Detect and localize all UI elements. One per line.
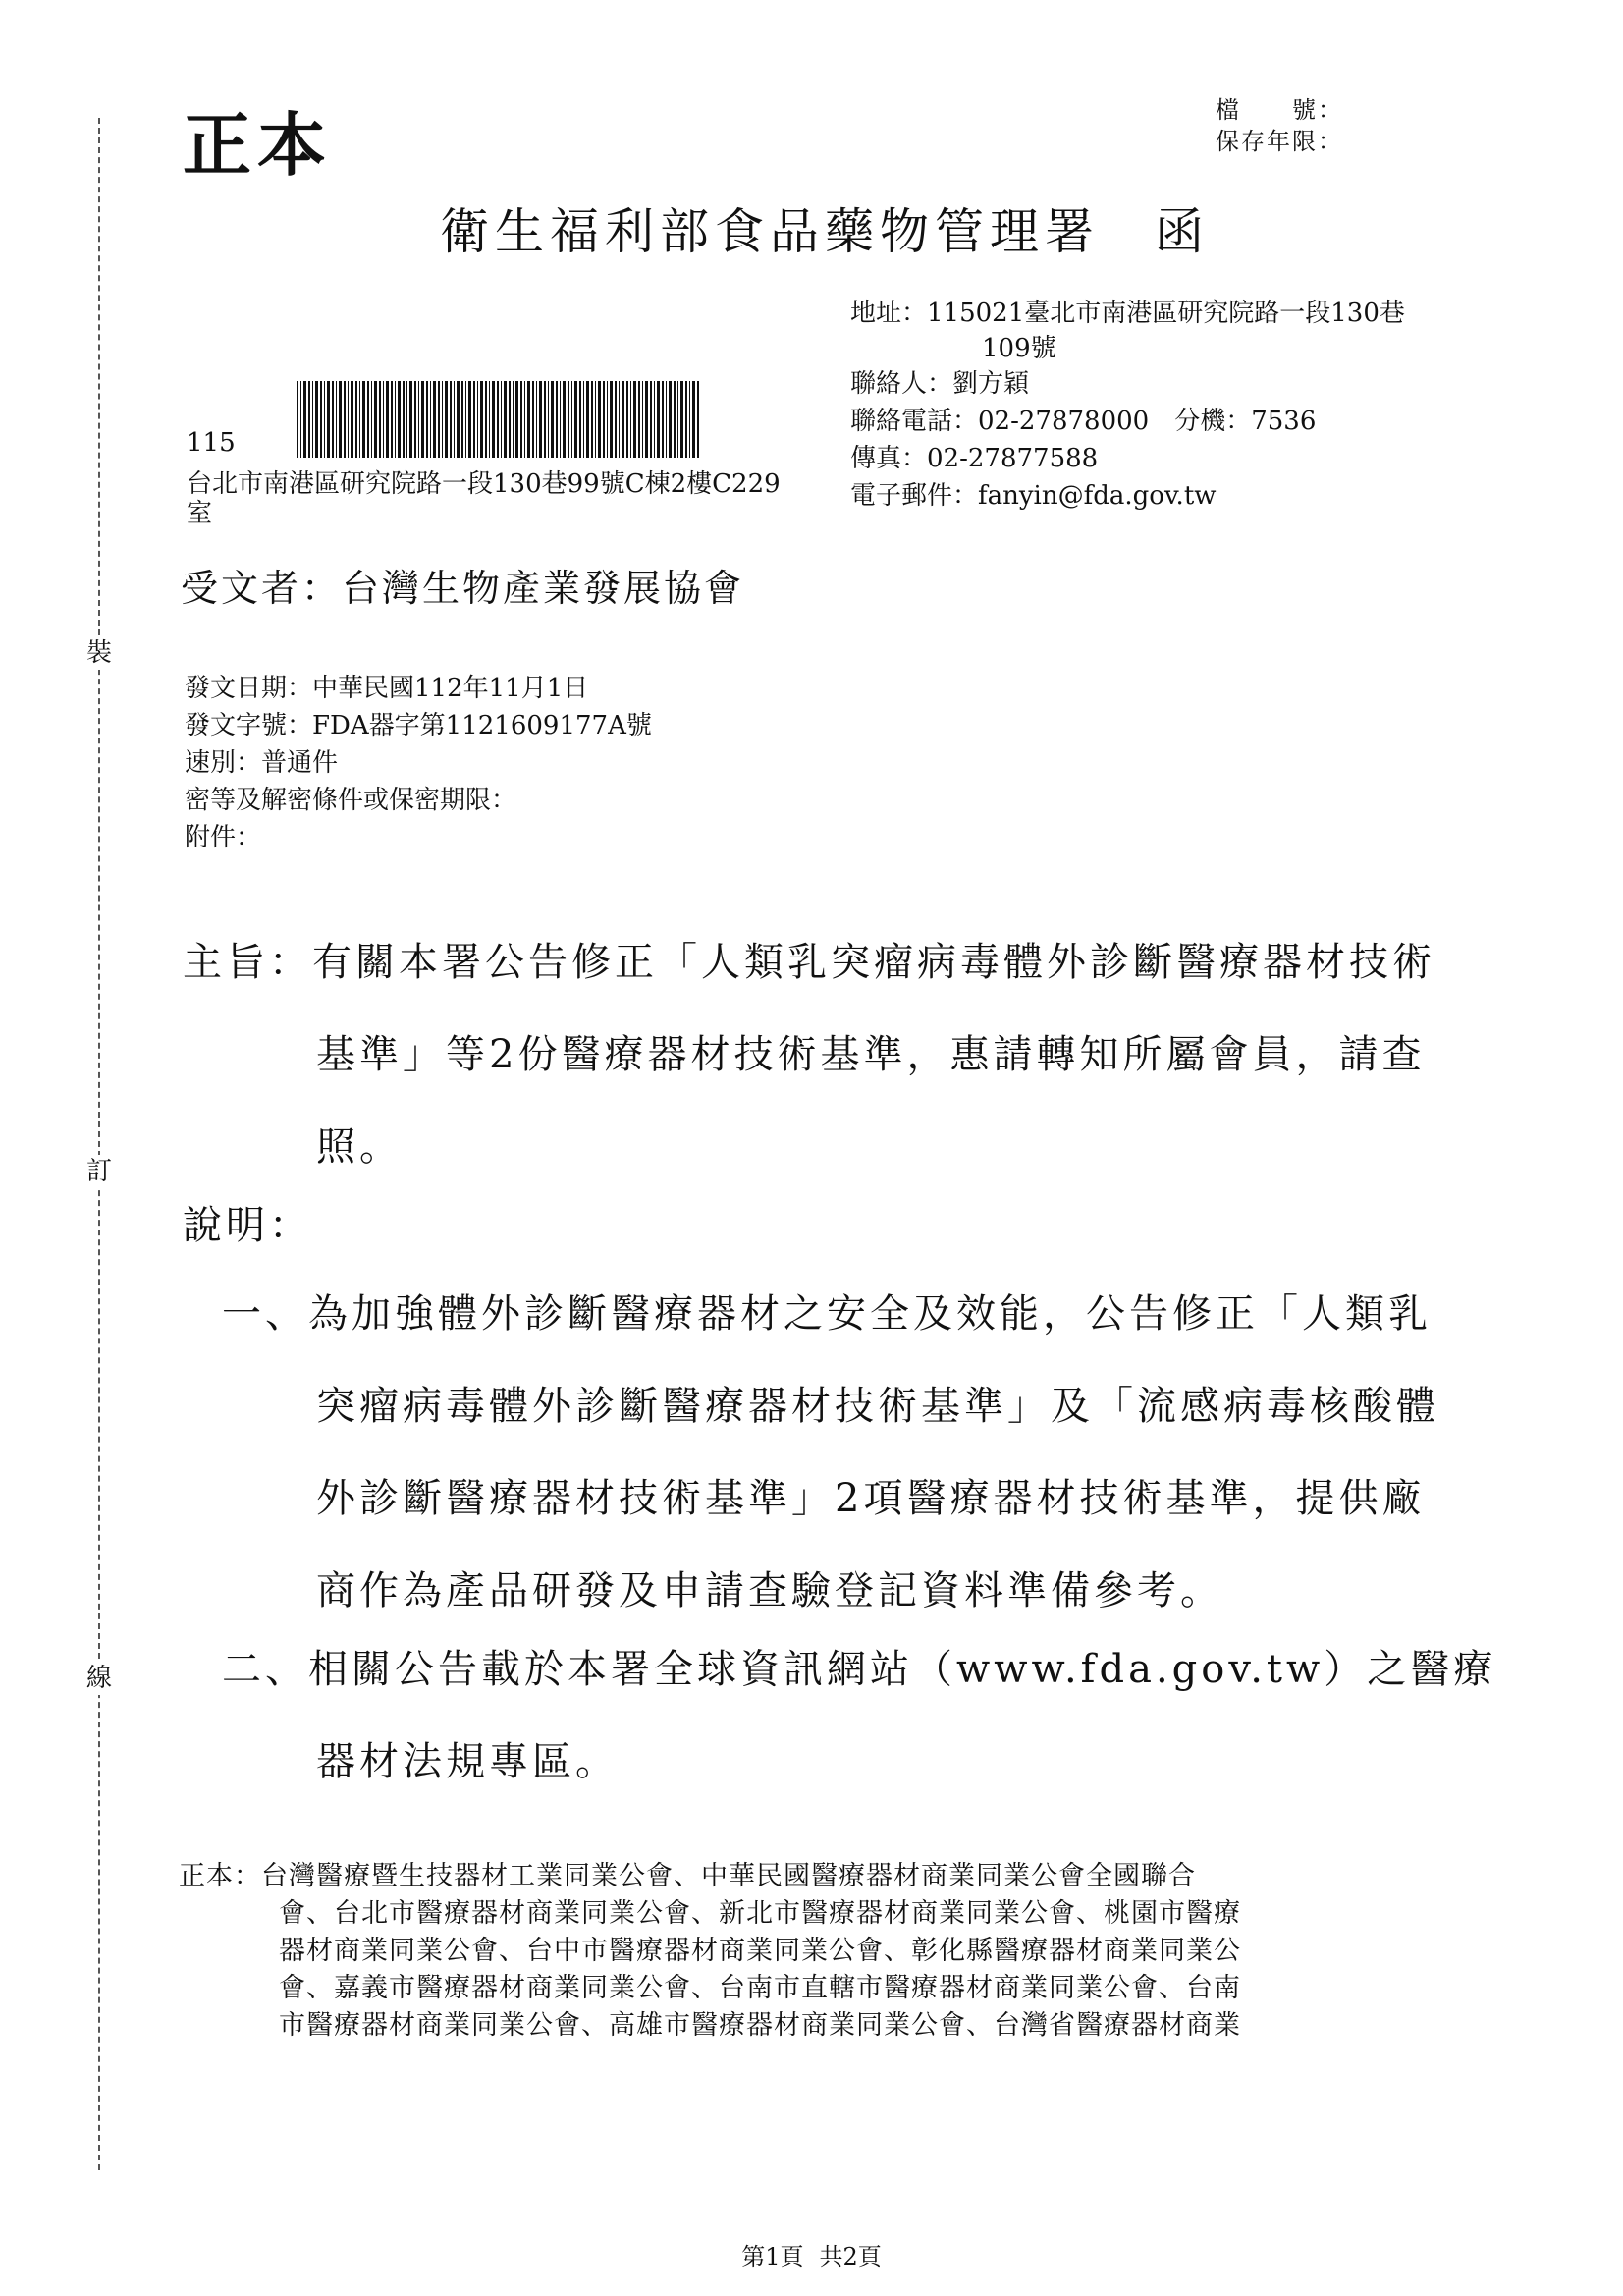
page-current: 第1頁: [741, 2243, 804, 2270]
binding-line: [98, 118, 100, 2170]
contact-person: 聯絡人：劉方穎: [850, 369, 1030, 399]
file-number-label: 檔 號：: [1216, 96, 1343, 124]
binding-char-ding: 訂: [86, 1157, 113, 1186]
binding-char-xian: 線: [86, 1664, 113, 1693]
copies-line1: 正本：台灣醫療暨生技器材工業同業公會、中華民國醫療器材商業同業公會全國聯合: [179, 1861, 1196, 1891]
explanation-item2-line1: 二、相關公告載於本署全球資訊網站（www.fda.gov.tw）之醫療: [222, 1647, 1497, 1692]
contact-address-line2: 109號: [982, 334, 1056, 363]
secrecy-level: 密等及解密條件或保密期限：: [185, 786, 517, 815]
retention-period-label: 保存年限：: [1216, 128, 1343, 155]
explanation-heading: 說明：: [183, 1203, 312, 1248]
document-number: 發文字號：FDA器字第1121609177A號: [185, 711, 652, 740]
mailing-address-line2: 室: [187, 499, 213, 528]
explanation-item2-line2: 器材法規專區。: [316, 1739, 619, 1784]
subject-line2: 基準」等2份醫療器材技術基準，惠請轉知所屬會員，請查: [316, 1032, 1426, 1077]
attachments: 附件：: [185, 823, 262, 852]
binding-char-zhuang: 裝: [86, 638, 113, 668]
explanation-item1-line1: 一、為加強體外診斷醫療器材之安全及效能，公告修正「人類乳: [222, 1291, 1432, 1337]
subject-line3: 照。: [316, 1124, 403, 1170]
copies-line3: 器材商業同業公會、台中市醫療器材商業同業公會、彰化縣醫療器材商業同業公: [279, 1936, 1241, 1966]
contact-address-line1: 地址：115021臺北市南港區研究院路一段130巷: [850, 299, 1405, 328]
copies-line4: 會、嘉義市醫療器材商業同業公會、台南市直轄市醫療器材商業同業公會、台南: [279, 1973, 1241, 2003]
contact-phone: 聯絡電話：02-27878000 分機：7536: [850, 407, 1317, 436]
copies-line5: 市醫療器材商業同業公會、高雄市醫療器材商業同業公會、台灣省醫療器材商業: [279, 2010, 1241, 2041]
page-total: 共2頁: [819, 2243, 882, 2270]
explanation-item1-line3: 外診斷醫療器材技術基準」2項醫療器材技術基準，提供廠: [316, 1476, 1426, 1521]
subject-line1: 主旨：有關本署公告修正「人類乳突瘤病毒體外診斷醫療器材技術: [183, 940, 1435, 985]
contact-fax: 傳真：02-27877588: [850, 444, 1099, 473]
recipient: 受文者：台灣生物產業發展協會: [181, 567, 745, 610]
issue-date: 發文日期：中華民國112年11月1日: [185, 674, 589, 703]
explanation-item1-line2: 突瘤病毒體外診斷醫療器材技術基準」及「流感病毒核酸體: [316, 1384, 1439, 1429]
page-number: [0, 2237, 1623, 2271]
original-copy-stamp: 正本: [183, 104, 332, 186]
delivery-speed: 速別：普通件: [185, 748, 339, 778]
contact-email: 電子郵件：fanyin@fda.gov.tw: [850, 481, 1217, 511]
agency-title: 衛生福利部食品藥物管理署 函: [440, 203, 1210, 260]
copies-line2: 會、台北市醫療器材商業同業公會、新北市醫療器材商業同業公會、桃園市醫療: [279, 1898, 1241, 1929]
explanation-item1-line4: 商作為產品研發及申請查驗登記資料準備參考。: [316, 1568, 1223, 1613]
mailing-address-line1: 台北市南港區研究院路一段130巷99號C棟2樓C229: [187, 469, 781, 499]
barcode: [297, 381, 701, 458]
mailing-postcode: 115: [187, 428, 236, 458]
